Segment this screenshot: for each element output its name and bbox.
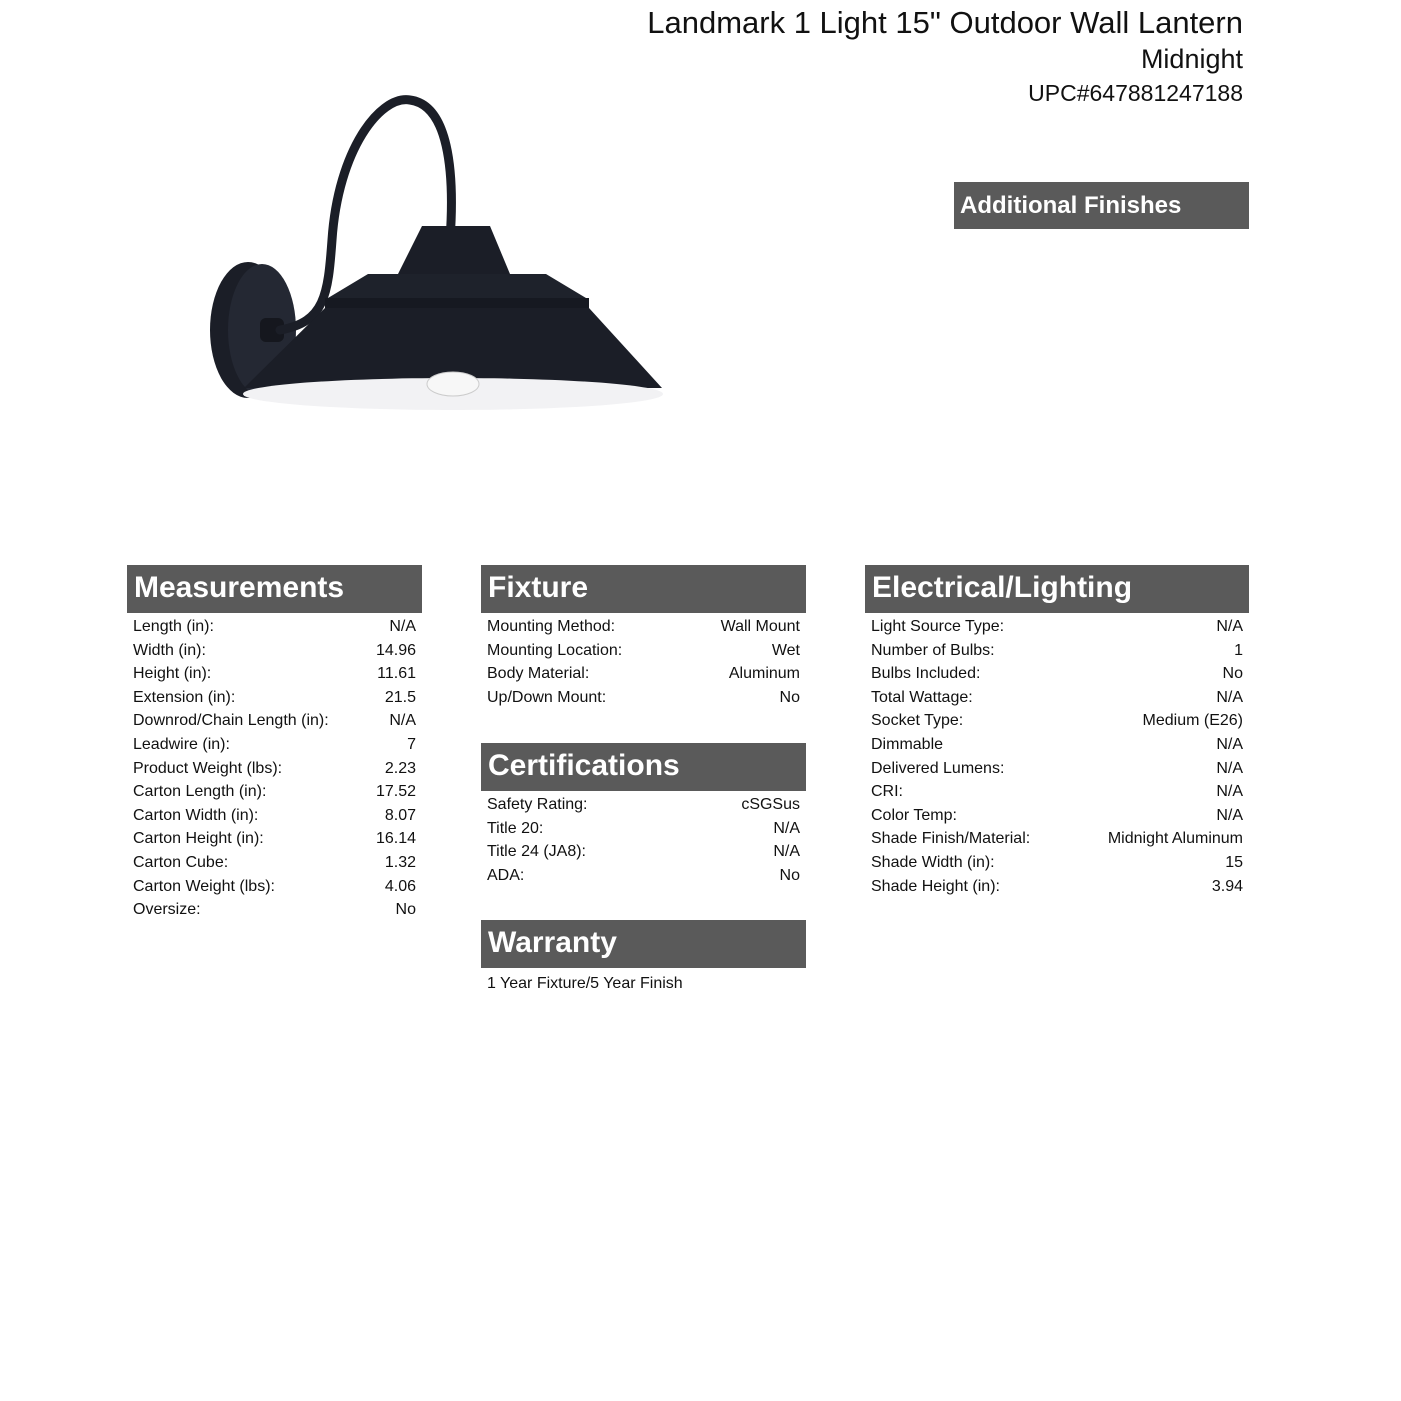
spec-label: ADA: [487, 866, 525, 884]
spec-label: Shade Height (in): [871, 877, 1000, 895]
spec-value: 16.14 [375, 830, 416, 848]
shade-band [325, 298, 589, 308]
certifications-header: Certifications [481, 743, 806, 791]
spec-value: No [779, 866, 800, 884]
spec-label: Body Material: [487, 665, 590, 683]
spec-value: No [779, 688, 800, 706]
additional-finishes-header: Additional Finishes [954, 182, 1249, 229]
spec-value: Aluminum [728, 665, 800, 683]
spec-value: N/A [1216, 688, 1243, 706]
spec-value: No [1222, 665, 1243, 683]
spec-row [487, 793, 800, 817]
spec-label: Mounting Location: [487, 641, 623, 659]
spec-row [487, 639, 800, 663]
spec-row [133, 804, 416, 828]
spec-label: Carton Cube: [133, 853, 229, 871]
spec-label: Extension (in): [133, 688, 236, 706]
fixture-rows [481, 613, 806, 709]
spec-row [871, 827, 1243, 851]
spec-value: 11.61 [377, 665, 416, 683]
spec-row [133, 733, 416, 757]
shade-tier-upper [328, 274, 586, 298]
fixture-header: Fixture [481, 565, 806, 613]
measurements-header: Measurements [127, 565, 422, 613]
spec-row [871, 686, 1243, 710]
spec-value: No [395, 901, 416, 919]
spec-value: 2.23 [384, 759, 416, 777]
spec-value: 1 [1234, 641, 1243, 659]
spec-label: Carton Width (in): [133, 806, 259, 824]
warranty-text: 1 Year Fixture/5 Year Finish [487, 975, 683, 992]
spec-value: N/A [1216, 783, 1243, 801]
electrical-section [865, 565, 1249, 898]
spec-value: Medium (E26) [1142, 712, 1243, 730]
spec-row [487, 615, 800, 639]
electrical-header: Electrical/Lighting [865, 565, 1249, 613]
spec-row [871, 709, 1243, 733]
product-title: Landmark 1 Light 15" Outdoor Wall Lantern [647, 5, 1243, 40]
spec-row [133, 709, 416, 733]
shade-cap [398, 226, 510, 274]
spec-value: N/A [1216, 759, 1243, 777]
spec-row [487, 662, 800, 686]
spec-value: 4.06 [384, 877, 416, 895]
spec-row [871, 804, 1243, 828]
spec-label: Leadwire (in): [133, 735, 230, 753]
spec-value: 15 [1225, 853, 1243, 871]
spec-label: Socket Type: [871, 712, 964, 730]
spec-row [871, 851, 1243, 875]
product-finish: Midnight [1140, 44, 1243, 74]
spec-label: Downrod/Chain Length (in): [133, 712, 329, 730]
spec-row [487, 686, 800, 710]
bulb [427, 372, 479, 396]
spec-label: Product Weight (lbs): [133, 759, 283, 777]
spec-label: Title 24 (JA8): [487, 843, 586, 861]
spec-value: N/A [389, 712, 416, 730]
spec-value: N/A [773, 819, 800, 837]
spec-row [133, 639, 416, 663]
spec-value: cSGSus [741, 796, 800, 813]
spec-label: Carton Weight (lbs): [133, 877, 275, 895]
spec-row [871, 780, 1243, 804]
spec-label: Oversize: [133, 901, 201, 919]
spec-row [133, 757, 416, 781]
spec-label: Length (in): [133, 618, 214, 635]
spec-row [133, 827, 416, 851]
spec-row [133, 875, 416, 899]
spec-value: Midnight Aluminum [1107, 830, 1243, 848]
spec-label: Carton Length (in): [133, 783, 267, 801]
fixture-section [481, 565, 806, 709]
spec-value: N/A [773, 843, 800, 861]
spec-label: Height (in): [133, 665, 212, 683]
spec-value: Wet [771, 641, 800, 659]
spec-label: Carton Height (in): [133, 830, 264, 848]
spec-value: 21.5 [384, 688, 416, 706]
spec-label: Safety Rating: [487, 796, 588, 813]
spec-value: 3.94 [1211, 877, 1243, 895]
spec-row [487, 864, 800, 888]
measurements-rows [127, 613, 422, 922]
spec-value: 17.52 [375, 783, 416, 801]
spec-label: Width (in): [133, 641, 206, 659]
spec-row [871, 733, 1243, 757]
spec-row [871, 615, 1243, 639]
spec-value: 8.07 [384, 806, 416, 824]
spec-value: 7 [407, 735, 416, 753]
spec-value: N/A [1216, 735, 1243, 753]
spec-row [487, 840, 800, 864]
spec-label: Mounting Method: [487, 618, 616, 635]
spec-label: Total Wattage: [871, 688, 973, 706]
spec-row [133, 686, 416, 710]
spec-row [871, 662, 1243, 686]
spec-label: Up/Down Mount: [487, 688, 607, 706]
spec-label: CRI: [871, 783, 903, 801]
spec-row [133, 662, 416, 686]
spec-value: N/A [1216, 618, 1243, 635]
spec-label: Delivered Lumens: [871, 759, 1005, 777]
spec-row [871, 875, 1243, 899]
certifications-section [481, 743, 806, 887]
measurements-section [127, 565, 422, 922]
spec-row [133, 615, 416, 639]
spec-row [871, 639, 1243, 663]
spec-value: 1.32 [384, 853, 416, 871]
certifications-rows [481, 791, 806, 887]
spec-row [133, 851, 416, 875]
spec-row [133, 898, 416, 922]
electrical-rows [865, 613, 1249, 898]
spec-value: Wall Mount [720, 618, 800, 635]
spec-value: N/A [1216, 806, 1243, 824]
spec-label: Number of Bulbs: [871, 641, 995, 659]
spec-label: Shade Width (in): [871, 853, 995, 871]
warranty-header: Warranty [481, 920, 806, 968]
spec-label: Title 20: [487, 819, 544, 837]
product-upc: UPC#647881247188 [1028, 80, 1243, 106]
spec-label: Dimmable [871, 735, 944, 753]
spec-value: N/A [389, 618, 416, 635]
spec-label: Light Source Type: [871, 618, 1005, 635]
product-header [647, 4, 1243, 110]
spec-label: Bulbs Included: [871, 665, 981, 683]
spec-row [133, 780, 416, 804]
spec-value: 14.96 [375, 641, 416, 659]
wall-lantern-icon [200, 90, 680, 430]
warranty-section [481, 920, 806, 1000]
spec-row [487, 817, 800, 841]
spec-label: Shade Finish/Material: [871, 830, 1031, 848]
spec-row [871, 757, 1243, 781]
spec-label: Color Temp: [871, 806, 957, 824]
